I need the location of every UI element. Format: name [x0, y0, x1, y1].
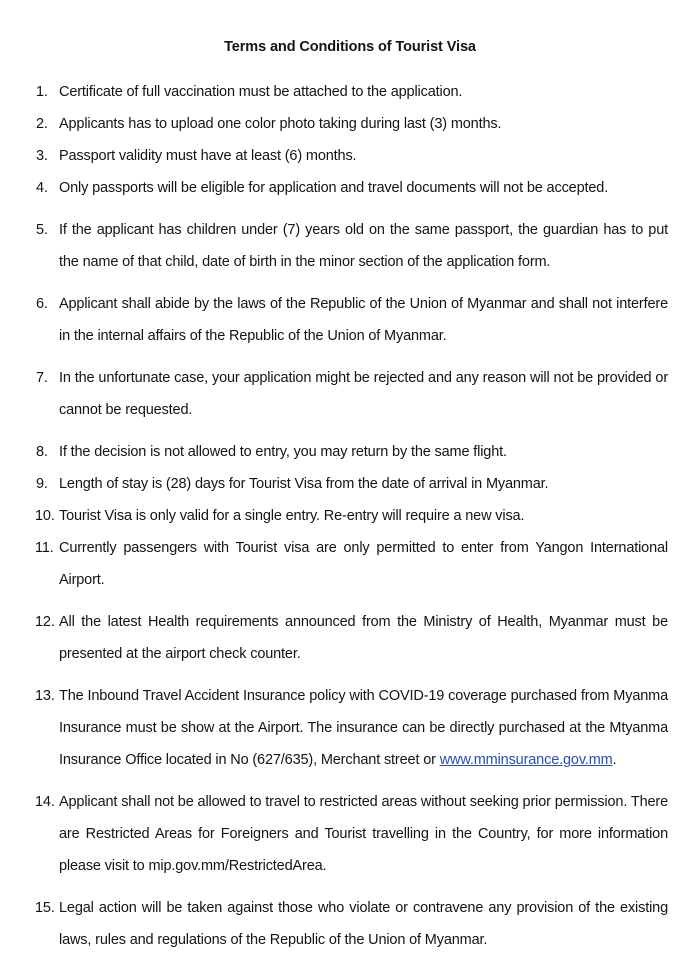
insurance-website-link[interactable]: www.mminsurance.gov.mm: [439, 752, 613, 768]
item-text: The Inbound Travel Accident Insurance policy with COVID-19 coverage purchased from Myanma Insurance must be show at the Airport. The insurance can be directly purchased at the Mtyanma Insurance Office located in No (627/635), Merchant street or: [59, 688, 668, 768]
item-number: 4.: [36, 180, 48, 196]
item-number: 3.: [36, 148, 48, 164]
terms-list: [28, 76, 668, 966]
document-title: Terms and Conditions of Tourist Visa: [224, 39, 476, 55]
list-item: [28, 680, 668, 776]
item-number: 15.: [35, 900, 55, 916]
item-number: 5.: [36, 222, 48, 238]
list-item: [28, 606, 668, 670]
item-number: 7.: [36, 370, 48, 386]
list-item: [28, 892, 668, 956]
list-item: [28, 500, 668, 532]
list-item: [28, 436, 668, 468]
item-text: Applicant shall not be allowed to travel to restricted areas without seeking prior permission. There are Restricted Areas for Foreigners and Tourist travelling in the Country, for more information please visit to mip.gov.mm/RestrictedArea.: [59, 794, 668, 874]
item-text: Legal action will be taken against those who violate or contravene any provision of the existing laws, rules and regulations of the Republic of the Union of Myanmar.: [59, 900, 668, 948]
item-text: Length of stay is (28) days for Tourist Visa from the date of arrival in Myanmar.: [59, 476, 549, 492]
item-number: 8.: [36, 444, 48, 460]
item-number: 2.: [36, 116, 48, 132]
item-text: Passport validity must have at least (6) months.: [59, 148, 357, 164]
list-item: [28, 76, 668, 108]
list-item: [28, 362, 668, 426]
item-text: Certificate of full vaccination must be attached to the application.: [59, 84, 463, 100]
item-text-end: .: [612, 752, 617, 768]
item-number: 9.: [36, 476, 48, 492]
list-item: [28, 786, 668, 882]
item-number: 13.: [35, 688, 55, 704]
item-text: Applicant shall abide by the laws of the Republic of the Union of Myanmar and shall not interfere in the internal affairs of the Republic of the Union of Myanmar.: [59, 296, 668, 344]
list-item: [28, 468, 668, 500]
item-number: 6.: [36, 296, 48, 312]
list-item: [28, 108, 668, 140]
item-text: If the decision is not allowed to entry, you may return by the same flight.: [59, 444, 507, 460]
list-item: [28, 140, 668, 172]
item-text: Tourist Visa is only valid for a single entry. Re-entry will require a new visa.: [59, 508, 525, 524]
list-item: [28, 214, 668, 278]
item-number: 1.: [36, 84, 48, 100]
list-item: [28, 532, 668, 596]
list-item: [28, 172, 668, 204]
item-number: 11.: [35, 540, 54, 556]
item-number: 10.: [35, 508, 55, 524]
item-number: 14.: [35, 794, 55, 810]
item-text: If the applicant has children under (7) years old on the same passport, the guardian has to put the name of that child, date of birth in the minor section of the application form.: [59, 222, 668, 270]
item-text: In the unfortunate case, your application might be rejected and any reason will not be provided or cannot be requested.: [59, 370, 668, 418]
item-number: 12.: [35, 614, 55, 630]
list-item: [28, 288, 668, 352]
item-text: All the latest Health requirements announced from the Ministry of Health, Myanmar must be presented at the airport check counter.: [59, 614, 668, 662]
item-text: Currently passengers with Tourist visa are only permitted to enter from Yangon International Airport.: [59, 540, 668, 588]
item-text: Applicants has to upload one color photo taking during last (3) months.: [59, 116, 502, 132]
item-text: Only passports will be eligible for application and travel documents will not be accepted.: [59, 180, 609, 196]
